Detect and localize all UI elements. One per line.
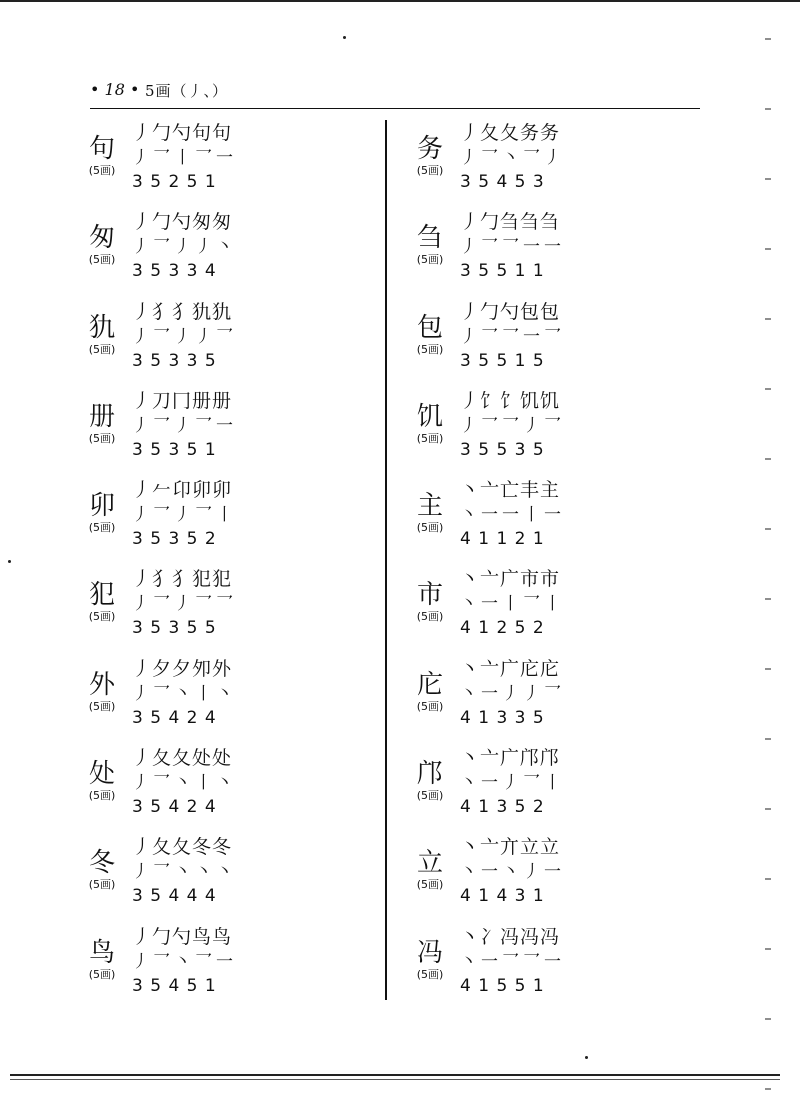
stroke-shapes: 丶一丨乛丨 xyxy=(460,594,565,615)
char-box xyxy=(408,313,452,357)
stroke-codes: 3 5 3 5 1 xyxy=(132,439,217,460)
stroke-codes: 3 5 5 3 5 xyxy=(460,439,545,460)
char-box xyxy=(408,223,452,267)
stroke-sequence xyxy=(132,120,272,194)
char-entry xyxy=(80,834,380,923)
column-divider xyxy=(385,120,387,1000)
stroke-progression: 丿勹勺句句 xyxy=(132,122,233,144)
char-box xyxy=(80,313,124,357)
stroke-progression: 丿𠂉卬卯卯 xyxy=(132,479,233,502)
char-box xyxy=(80,491,124,535)
head-character: 市 xyxy=(416,580,443,611)
char-entry xyxy=(408,924,708,1013)
stroke-progression: 丶冫冯冯冯 xyxy=(460,925,561,948)
head-character: 犰 xyxy=(88,312,115,343)
head-character: 外 xyxy=(88,669,115,700)
stroke-shapes: 丿乛丶丶丶 xyxy=(132,862,237,883)
left-column xyxy=(80,120,380,1010)
stroke-shapes: 丶一乛乛一 xyxy=(460,951,565,972)
stroke-count-label: (5画) xyxy=(416,253,444,267)
stroke-codes: 3 5 4 5 1 xyxy=(132,975,217,996)
char-entry xyxy=(80,388,380,477)
char-box xyxy=(408,134,452,178)
stroke-shapes: 丿乛乛一一 xyxy=(460,237,565,258)
scan-edge-top xyxy=(0,0,800,2)
stroke-shapes: 丿乛乛丿乛 xyxy=(460,415,565,436)
stroke-codes: 4 1 3 3 5 xyxy=(460,707,545,728)
stroke-count-label: (5画) xyxy=(416,878,444,892)
stroke-sequence xyxy=(132,388,272,462)
head-character: 主 xyxy=(416,491,443,522)
head-character: 冯 xyxy=(416,937,443,968)
stroke-shapes: 丿乛丶丨丶 xyxy=(132,683,237,704)
stroke-codes: 4 1 2 5 2 xyxy=(460,618,545,639)
stroke-sequence xyxy=(132,209,272,283)
stroke-count-label: (5画) xyxy=(88,878,116,892)
stroke-codes: 3 5 5 1 1 xyxy=(460,261,545,282)
char-box xyxy=(408,670,452,714)
stroke-sequence xyxy=(132,477,272,551)
stroke-count-label: (5画) xyxy=(416,431,444,445)
head-character: 庀 xyxy=(416,669,443,700)
stroke-codes: 3 5 3 3 5 xyxy=(132,350,217,371)
stroke-progression: 丿勹勺鸟鸟 xyxy=(132,925,233,948)
head-character: 立 xyxy=(416,848,443,879)
stroke-progression: 丿夕夕夘外 xyxy=(132,657,233,680)
stroke-sequence xyxy=(132,656,272,730)
stroke-progression: 丶亠广市市 xyxy=(460,568,561,591)
stroke-progression: 丿夂夂处处 xyxy=(132,747,233,770)
stroke-progression: 丿饣饣饥饥 xyxy=(460,389,561,412)
stroke-codes: 4 1 3 5 2 xyxy=(460,797,545,818)
stroke-sequence xyxy=(460,834,600,908)
right-column xyxy=(408,120,708,1010)
char-box xyxy=(408,848,452,892)
stroke-shapes: 丿乛丶乛一 xyxy=(132,951,237,972)
char-entry xyxy=(80,745,380,834)
char-entry xyxy=(80,209,380,298)
stroke-progression: 丿勹勺匆匆 xyxy=(132,211,233,234)
scan-speck xyxy=(585,1056,588,1059)
scan-speck xyxy=(8,560,11,563)
char-box xyxy=(408,938,452,982)
stroke-codes: 3 5 3 5 5 xyxy=(132,618,217,639)
footer-rule xyxy=(10,1074,780,1076)
char-box xyxy=(80,938,124,982)
stroke-codes: 3 5 5 1 5 xyxy=(460,350,545,371)
head-character: 句 xyxy=(88,134,115,164)
stroke-shapes: 丿乛丿丿乛 xyxy=(132,326,237,347)
stroke-progression: 丶亠广邝邝 xyxy=(460,747,561,770)
stroke-shapes: 丿乛丿乛一 xyxy=(132,415,237,436)
char-entry xyxy=(408,120,708,209)
char-box xyxy=(80,670,124,714)
stroke-codes: 4 1 1 2 1 xyxy=(460,529,545,550)
char-entry xyxy=(80,477,380,566)
page-number: • 18 • xyxy=(90,80,140,99)
char-box xyxy=(408,491,452,535)
stroke-sequence xyxy=(132,745,272,819)
stroke-shapes: 丶一丿丿乛 xyxy=(460,683,565,704)
char-box xyxy=(408,580,452,624)
char-entry xyxy=(80,656,380,745)
stroke-count-label: (5画) xyxy=(88,610,116,624)
stroke-codes: 3 5 3 5 2 xyxy=(132,529,217,550)
stroke-sequence xyxy=(132,834,272,908)
stroke-codes: 4 1 4 3 1 xyxy=(460,886,545,907)
stroke-sequence xyxy=(132,924,272,998)
stroke-shapes: 丿乛丿乛乛 xyxy=(132,594,237,615)
stroke-sequence xyxy=(460,924,600,998)
stroke-codes: 3 5 4 5 3 xyxy=(460,172,545,192)
footer-rule-thin xyxy=(10,1079,780,1080)
stroke-shapes: 丶一丶丿一 xyxy=(460,862,565,883)
stroke-progression: 丿犭犭犯犯 xyxy=(132,568,233,591)
head-character: 包 xyxy=(416,312,443,343)
char-box xyxy=(408,402,452,446)
stroke-count-label: (5画) xyxy=(88,164,116,177)
head-character: 邝 xyxy=(416,759,443,790)
char-entry xyxy=(408,299,708,388)
page-header xyxy=(90,78,700,109)
stroke-codes: 3 5 3 3 4 xyxy=(132,261,217,282)
stroke-progression: 丿犭犭犰犰 xyxy=(132,300,233,323)
stroke-shapes: 丶一一丨一 xyxy=(460,505,565,526)
stroke-sequence xyxy=(460,120,600,194)
stroke-count-label: (5画) xyxy=(416,610,444,624)
stroke-shapes: 丿乛乛一乛 xyxy=(460,326,565,347)
char-entry xyxy=(80,566,380,655)
head-character: 刍 xyxy=(416,223,443,254)
stroke-progression: 丿勹刍刍刍 xyxy=(460,211,561,234)
char-box xyxy=(80,134,124,178)
head-character: 处 xyxy=(88,759,115,790)
stroke-sequence xyxy=(460,477,600,551)
stroke-count-label: (5画) xyxy=(88,699,116,713)
stroke-count-label: (5画) xyxy=(416,164,444,177)
char-entry xyxy=(408,477,708,566)
stroke-sequence xyxy=(460,566,600,640)
char-entry xyxy=(408,566,708,655)
char-box xyxy=(80,848,124,892)
stroke-sequence xyxy=(460,209,600,283)
head-character: 鸟 xyxy=(88,937,115,968)
stroke-shapes: 丿乛丶丨丶 xyxy=(132,773,237,794)
stroke-shapes: 丿乛丶乛丿 xyxy=(460,148,565,168)
char-box xyxy=(80,759,124,803)
head-character: 册 xyxy=(88,401,115,432)
stroke-count-label: (5画) xyxy=(416,521,444,535)
section-title: 5画（丿、） xyxy=(145,82,229,100)
head-character: 务 xyxy=(416,134,443,164)
stroke-count-label: (5画) xyxy=(88,521,116,535)
char-entry xyxy=(80,924,380,1013)
stroke-shapes: 丶一丿乛丨 xyxy=(460,773,565,794)
head-character: 饥 xyxy=(416,401,443,432)
stroke-count-label: (5画) xyxy=(88,967,116,981)
stroke-codes: 3 5 4 2 4 xyxy=(132,707,217,728)
stroke-sequence xyxy=(132,566,272,640)
char-box xyxy=(408,759,452,803)
stroke-progression: 丶亠亡丰主 xyxy=(460,479,561,502)
stroke-count-label: (5画) xyxy=(416,967,444,981)
stroke-count-label: (5画) xyxy=(88,789,116,803)
stroke-progression: 丿勹勺包包 xyxy=(460,300,561,323)
stroke-progression: 丿夂夂冬冬 xyxy=(132,836,233,859)
char-entry xyxy=(408,388,708,477)
stroke-count-label: (5画) xyxy=(88,253,116,267)
stroke-count-label: (5画) xyxy=(416,699,444,713)
stroke-shapes: 丿乛丿乛丨 xyxy=(132,505,237,526)
stroke-progression: 丶亠广庀庀 xyxy=(460,657,561,680)
char-entry xyxy=(408,834,708,923)
stroke-codes: 3 5 4 4 4 xyxy=(132,886,217,907)
stroke-sequence xyxy=(460,745,600,819)
stroke-count-label: (5画) xyxy=(416,789,444,803)
char-box xyxy=(80,223,124,267)
head-character: 卯 xyxy=(88,491,115,522)
head-character: 冬 xyxy=(88,848,115,879)
char-box xyxy=(80,580,124,624)
stroke-count-label: (5画) xyxy=(88,342,116,356)
char-entry xyxy=(408,656,708,745)
scan-speck xyxy=(343,36,346,39)
head-character: 匆 xyxy=(88,223,115,254)
stroke-progression: 丿刀冂册册 xyxy=(132,389,233,412)
head-character: 犯 xyxy=(88,580,115,611)
stroke-sequence xyxy=(460,299,600,373)
stroke-count-label: (5画) xyxy=(88,431,116,445)
stroke-sequence xyxy=(460,388,600,462)
stroke-sequence xyxy=(460,656,600,730)
stroke-codes: 3 5 2 5 1 xyxy=(132,172,217,192)
stroke-shapes: 丿乛丨乛一 xyxy=(132,148,237,168)
stroke-sequence xyxy=(132,299,272,373)
scan-edge-right xyxy=(765,0,771,1119)
stroke-count-label: (5画) xyxy=(416,342,444,356)
char-entry xyxy=(408,209,708,298)
char-entry xyxy=(80,120,380,209)
char-entry xyxy=(408,745,708,834)
stroke-progression: 丿夂夂务务 xyxy=(460,122,561,144)
stroke-shapes: 丿乛丿丿丶 xyxy=(132,237,237,258)
stroke-codes: 4 1 5 5 1 xyxy=(460,975,545,996)
stroke-progression: 丶亠亣立立 xyxy=(460,836,561,859)
char-entry xyxy=(80,299,380,388)
char-box xyxy=(80,402,124,446)
stroke-codes: 3 5 4 2 4 xyxy=(132,797,217,818)
